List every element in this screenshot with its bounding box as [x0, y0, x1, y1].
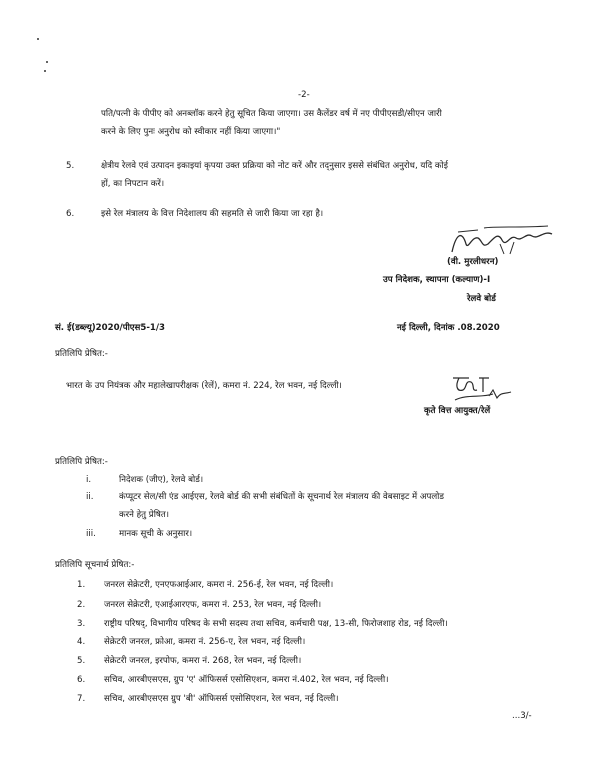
copy2-heading: प्रतिलिपि प्रेषित:-	[55, 457, 108, 467]
para-cont-line1: पति/पत्नी के पीपीए को अनब्लॉक करने हेतु सूचित किया जाएगा। उस कैलेंडर वर्ष में नए पीपीएसडी/सीएन जारी	[101, 109, 442, 119]
handwritten-initials	[449, 372, 515, 402]
copy3-heading: प्रतिलिपि सूचनार्थ प्रेषित:-	[55, 560, 135, 570]
copy3-item-text: सचिव, आरबीएसएस, ग्रुप 'ए' ऑफिसर्स एसोसिएशन, कमरा नं.402, रेल भवन, नई दिल्ली।	[104, 675, 389, 685]
copy3-item-text: राष्ट्रीय परिषद्, विभागीय परिषद के सभी सदस्य तथा सचिव, कर्मचारी पक्ष, 13-सी, फिरोजशाह रोड, नई दिल्ली।	[104, 619, 448, 629]
signatory-name: (वी. मुरलीधरन)	[447, 257, 499, 267]
para6-text: इसे रेल मंत्रालय के वित्त निदेशालय की सहमति से जारी किया जा रहा है।	[101, 209, 324, 219]
copy3-item-text: सेक्रेटरी जनरल, फ्रोआ, कमरा नं. 256-ए, रेल भवन, नई दिल्ली।	[104, 637, 306, 647]
signatory-designation: उप निदेशक, स्थापना (कल्याण)-I	[383, 275, 491, 285]
copy2-item-text: कंप्यूटर सेल/सी एंड आईएस, रेलवे बोर्ड की सभी संबंधितों के सूचनार्थ रेल मंत्रालय की वेबसाइट में अपलोड	[119, 492, 444, 502]
copy3-item-num: 2.	[77, 600, 86, 610]
place-date: नई दिल्ली, दिनांक .08.2020	[397, 323, 500, 333]
para5-line1: क्षेत्रीय रेलवे एवं उत्पादन इकाइयां कृपया उक्त प्रक्रिया को नोट करें और तद्नुसार इससे संबंधित अनुरोध, यदि कोई	[101, 161, 448, 171]
copy1-text: भारत के उप नियंत्रक और महालेखापरीक्षक (रेलें), कमरा नं. 224, रेल भवन, नई दिल्ली।	[66, 381, 342, 391]
para-cont-line2: करने के लिए पुनः अनुरोध को स्वीकार नहीं किया जाएगा।"	[101, 127, 281, 137]
copy3-item-text: सचिव, आरबीएसएस ग्रुप 'बी' ऑफिसर्स एसोसिएशन, रेल भवन, नई दिल्ली।	[104, 694, 339, 704]
para5-line2: हों, का निपटान करें।	[101, 179, 165, 189]
copy3-item-num: 5.	[77, 656, 86, 666]
scan-speck	[44, 70, 46, 72]
copy2-item-num: ii.	[86, 492, 94, 502]
continuation-marker: ...3/-	[512, 711, 532, 721]
scan-speck	[46, 61, 48, 63]
signed-for: कृते वित्त आयुक्त/रेलें	[424, 406, 491, 416]
copy3-item-num: 7.	[77, 694, 86, 704]
copy3-item-text: जनरल सेक्रेटरी, एनएफआईआर, कमरा नं. 256-ई, रेल भवन, नई दिल्ली।	[104, 580, 334, 590]
copy3-item-num: 1.	[77, 580, 86, 590]
copy2-item-text: मानक सूची के अनुसार।	[119, 529, 193, 539]
reference-number: सं. ई(डब्ल्यू)2020/पीएस5-1/3	[55, 323, 166, 333]
para6-number: 6.	[66, 209, 75, 219]
copy2-item-text: निदेशक (जीए), रेलवे बोर्ड।	[119, 475, 204, 485]
copy2-item-text-cont: करने हेतु प्रेषित।	[119, 510, 170, 520]
copy3-item-num: 3.	[77, 619, 86, 629]
copy2-item-num: i.	[86, 475, 92, 485]
para5-number: 5.	[66, 161, 75, 171]
copy3-item-text: जनरल सेक्रेटरी, एआईआरएफ, कमरा नं. 253, रेल भवन, नई दिल्ली।	[104, 600, 322, 610]
scan-speck	[37, 38, 39, 40]
copy1-heading: प्रतिलिपि प्रेषित:-	[55, 349, 108, 359]
signatory-office: रेलवे बोर्ड	[467, 294, 496, 304]
copy2-item-num: iii.	[86, 529, 96, 539]
copy3-item-text: सेक्रेटरी जनरल, इरपोफ, कमरा नं. 268, रेल भवन, नई दिल्ली।	[104, 656, 302, 666]
copy3-item-num: 6.	[77, 675, 86, 685]
page-number: -2-	[298, 90, 310, 100]
handwritten-signature	[448, 224, 558, 258]
copy3-item-num: 4.	[77, 637, 86, 647]
